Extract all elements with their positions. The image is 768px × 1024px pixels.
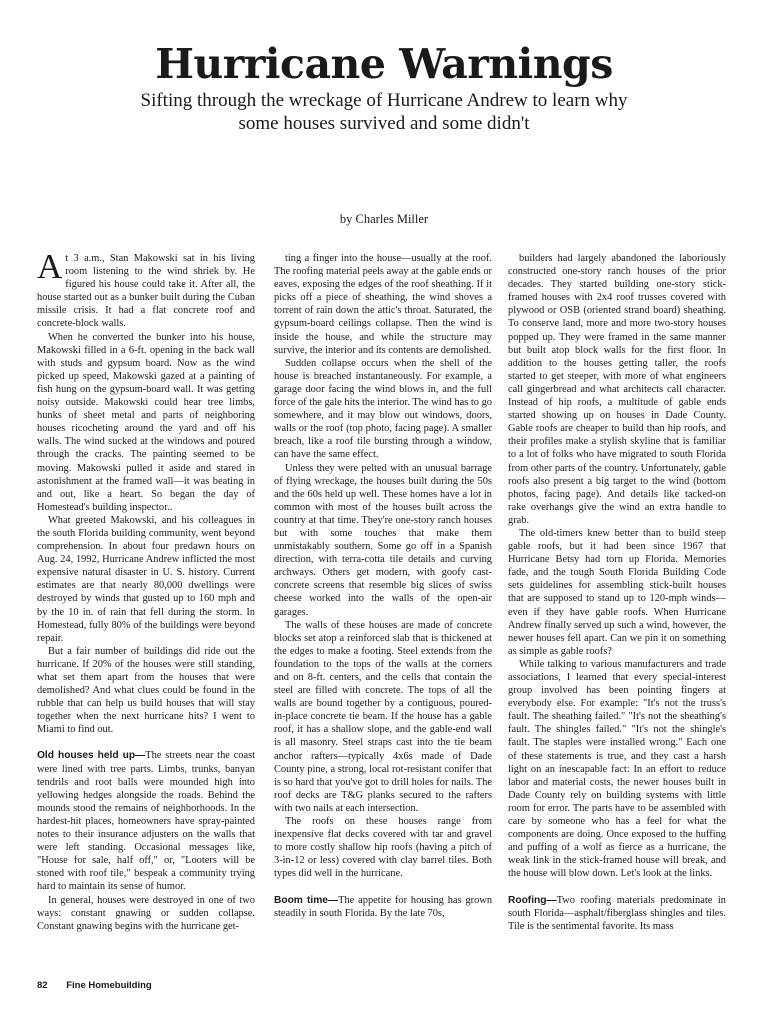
paragraph <box>508 252 726 527</box>
paragraph <box>274 815 492 880</box>
paragraph <box>37 514 255 645</box>
section-heading: Roofing— <box>508 894 557 906</box>
page-footer <box>37 980 152 991</box>
paragraph-text: The appetite for housing has grown steadily in south Florida. By the late 70s, <box>274 894 492 919</box>
paragraph <box>37 252 255 331</box>
paragraph-text: builders had largely abandoned the laboriously constructed one-story ranch houses of the prior decades. They started building one-story stick-framed houses with 2x4 roof trusses covered with plywood or OSB (oriented strand board) sheathing. To conserve land, more and more two-story houses popped up. They were framed in the same manner but built atop block walls for the first floor. In addition to the houses getting taller, the roofs started to get steeper, with more of what engineers call gingerbread and what architects call character. Instead of hip roofs, a multitude of gable ends started showing up on houses in Dade County. Gable roofs are cheaper to build than hip roofs, and their profiles make a stylish skyline that is familiar to a lot of folks who have migrated to south Florida from other parts of the country. Unfortunately, gable roofs also present a big target to the wind (bottom photos, facing page). And details like tacked-on rake overhangs give the wind an extra handle to grab. <box>508 253 726 526</box>
article-subtitle: Sifting through the wreckage of Hurricane Andrew to learn why some houses survived and some didn't <box>140 90 628 134</box>
page-number: 82 <box>37 980 48 991</box>
paragraph <box>37 331 255 514</box>
body-column-3 <box>508 252 726 964</box>
paragraph-text: When he converted the bunker into his house, Makowski filled in a 6-ft. opening in the back wall with studs and gypsum board. Now as the wind picked up speed, Makowski gazed at a painting of fish hung on the gypsum-board wall. It was getting noisy outside. Makowski could hear tree limbs, hunks of sheet metal and parts of neighboring houses ricocheting around the yard and off his walls. The wind sucked at the windows and poured through the cracks. The painting seemed to be moving. Makowski pulled it aside and stared in astonishment at the framed wall—it was beating in and out, like a heart. So began the day of Homestead's building inspector.. <box>37 331 255 513</box>
body-column-2 <box>274 252 492 964</box>
paragraph <box>274 357 492 462</box>
paragraph <box>37 894 255 933</box>
paragraph <box>508 658 726 881</box>
paragraph-text: The roofs on these houses range from inexpensive flat decks covered with tar and gravel to more costly shallow hip roofs (having a pitch of 3-in-12 or less) covered with clay barrel tiles. Both types did well in the hurricane. <box>274 816 492 880</box>
paragraph <box>274 619 492 815</box>
paragraph <box>37 645 255 737</box>
paragraph-text: What greeted Makowski, and his colleagues in the south Florida building community, went beyond comprehension. In about four predawn hours on Aug. 24, 1992, Hurricane Andrew inflicted the most expensive natural disaster in U. S. history. Current estimates are that nearly 80,000 dwellings were destroyed by winds that gusted up to 160 mph and by the 10 in. of rain that fell during the storm. In Homestead, fully 80% of the buildings were beyond repair. <box>37 514 255 644</box>
magazine-name: Fine Homebuilding <box>66 980 152 991</box>
section-heading: Boom time— <box>274 894 339 906</box>
paragraph <box>274 462 492 619</box>
paragraph <box>37 749 255 893</box>
byline: by Charles Miller <box>339 212 429 226</box>
article-title: Hurricane Warnings <box>155 40 613 88</box>
paragraph-text: In general, houses were destroyed in one of two ways: constant gnawing or sudden collapse. Constant gnawing begins with the hurricane get- <box>37 894 255 932</box>
body-column-1 <box>37 252 255 964</box>
paragraph-text: The old-timers knew better than to build steep gable roofs, but it had been since 1967 that Hurricane Betsy had torn up Florida. Memories fade, and the tough South Florida Building Code sets guidelines for assembling stick-built houses that are supposed to stand up to 120-mph winds—even if they have gable roofs. When Hurricane Andrew finally served up such a wind, however, the newer houses fell apart. Can we pin it on something as simple as gable roofs? <box>508 527 726 657</box>
paragraph <box>508 527 726 658</box>
paragraph-text: Two roofing materials predominate in south Florida—asphalt/fiberglass shingles and tiles. Tile is the sentimental favorite. Its mass <box>508 894 726 932</box>
paragraph-text: The streets near the coast were lined with tree parts. Limbs, trunks, banyan tendrils and root balls were mounded high into yellowing hedges alongside the roads. Behind the mounds stood the remains of neighborhoods. In the hardest-hit places, homeowners have spray-painted notes to their insurance adjusters on the walls that were left standing. Occasional messages like, "House for sale, half off," or, "Looters will be stoned with roof tile," bespeak a community trying hard to maintain its sense of humor. <box>37 750 255 893</box>
paragraph <box>508 894 726 933</box>
paragraph-text: The walls of these houses are made of concrete blocks set atop a reinforced slab that is thickened at the edges to make a footing. Steel extends from the foundation to the tops of the walls at the corners and on 8-ft. centers, and the cells that contain the steel are filled with concrete. The tops of all the walls are bound together by a contiguous, poured-in-place concrete tie beam. If the house has a gable roof, it has a shallow slope, and the gable-end wall is all masonry. Steel straps cast into the tie beam anchor rafters—typically 4x6s made of Dade County pine, a strong, local rot-resistant conifer that is so hard that you've got to drill holes for nails. The roof decks are T&G planks secured to the rafters with two nails at each intersection. <box>274 619 492 814</box>
paragraph-text: Sudden collapse occurs when the shell of the house is breached instantaneously. For example, a garage door facing the wind blows in, and the full force of the gale hits the interior. The wind has to go somewhere, and it may blow out windows, doors, walls or the roof (top photo, facing page). A smaller breach, like a roof tile bursting through a window, can have the same effect. <box>274 357 492 461</box>
paragraph <box>274 894 492 920</box>
section-heading: Old houses held up— <box>37 750 146 762</box>
drop-cap: A <box>37 252 63 286</box>
paragraph-text: t 3 a.m., Stan Makowski sat in his living room listening to the wind shriek by. He figured his house could take it. After all, the house started out as a bunker built during the Cuban missile crisis. It had a flat concrete roof and concrete-block walls. <box>37 253 255 330</box>
paragraph-text: While talking to various manufacturers and trade associations, I learned that every special-interest group involved has been pointing fingers at everybody else. For example: "It's not the truss's fault. The sheathing failed." "It's not the sheathing's fault. The shingles failed." "It's not the shingle's fault. The staples were installed wrong." Each one of these statements is true, and they cast a harsh light on an inescapable fact: In an effort to reduce labor and material costs, the newer houses built in Dade County rely on building systems with little room for error. The parts have to be assembled with care by someone who has a feel for what the components are doing. Once exposed to the huffing and puffing of a wolf as fierce as a hurricane, the weak link in the stick-framed house will break, and the house will blow down. Let's look at the links. <box>508 658 726 880</box>
paragraph-text: But a fair number of buildings did ride out the hurricane. If 20% of the houses were still standing, what set them apart from the houses that were demolished? And what clues could be found in the rubble that can help us build houses that will stay together when the next hurricane hits? I went to Miami to find out. <box>37 645 255 736</box>
paragraph-text: Unless they were pelted with an unusual barrage of flying wreckage, the houses built during the 50s and the 60s held up well. These homes have a lot in common with most of the houses built across the country at that time. They're one-story ranch houses but with some touches that make them unmistakably southern. Some go off in a Spanish direction, with terra-cotta tile details and curving archways. Others get modern, with goofy cast-concrete screens that resemble big slices of swiss cheese worked into the walls of the open-air garages. <box>274 462 492 618</box>
paragraph-text: ting a finger into the house—usually at the roof. The roofing material peels away at the gable ends or eaves, exposing the edges of the roof sheathing. If it picks off a piece of sheathing, the wind shoves a torrent of rain down the attic's throat. Saturated, the gypsum-board ceilings collapse. Then the wind is inside the house, and while the structure may survive, the interior and its contents are demolished. <box>274 253 492 356</box>
paragraph <box>274 252 492 357</box>
